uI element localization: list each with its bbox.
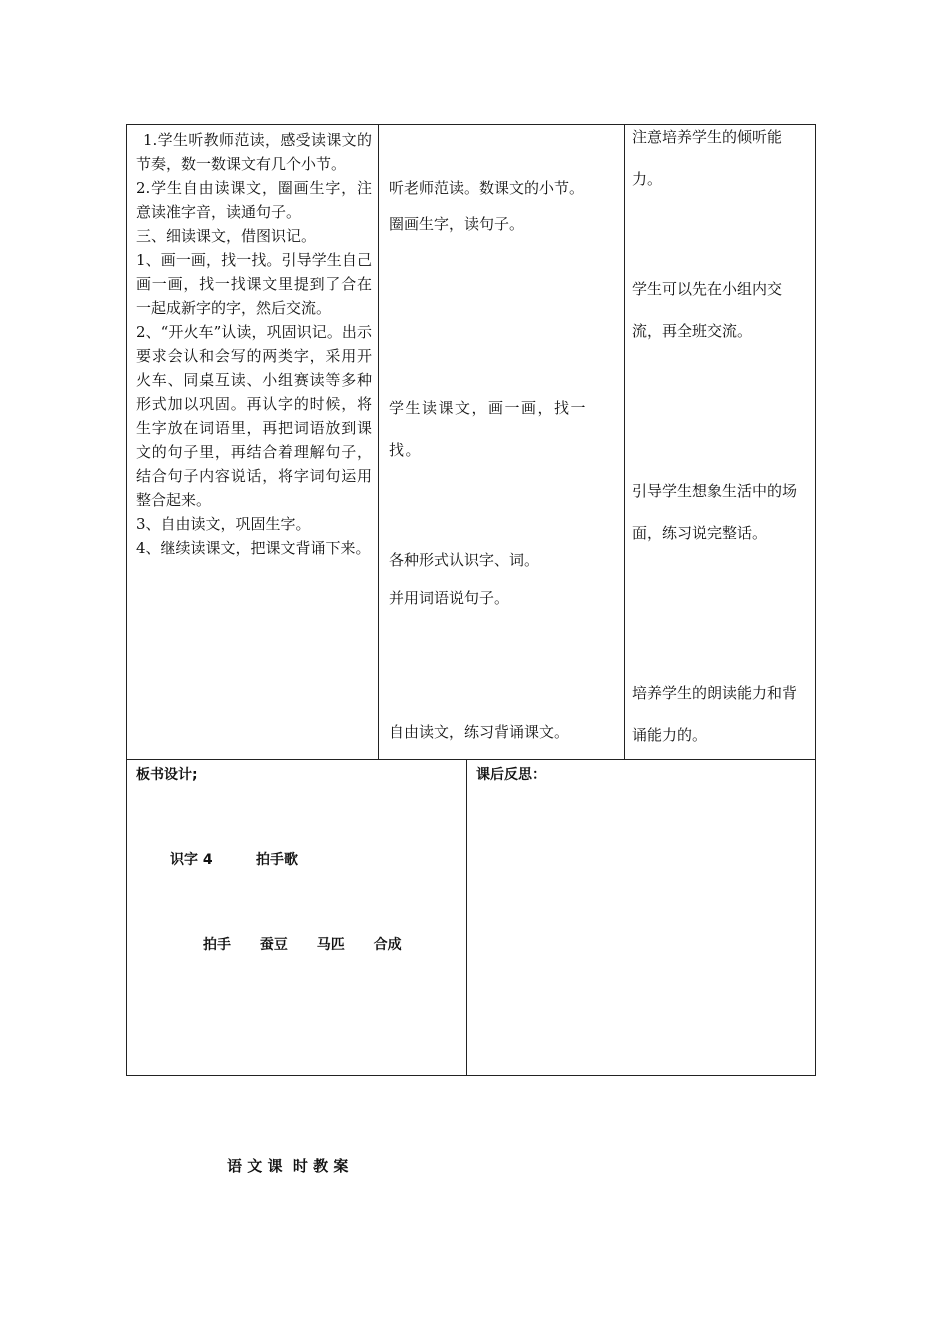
board-words [203,935,426,955]
activity-recognize: 各种形式认识字、词。 [389,551,540,569]
step-listen: 1.学生听教师范读，感受读课文的节奏，数一数课文有几个小节。 [136,131,372,173]
intent-reading: 培养学生的朗读能力和背诵能力的。 [632,684,798,744]
reflection-label: 课后反思： [476,767,546,783]
step-consolidate: 3、自由读文，巩固生字。 [136,515,311,533]
intent-imagine: 引导学生想象生活中的场面，练习说完整话。 [632,482,798,542]
upper-divider-2 [624,124,625,760]
step-detail-heading: 三、细读课文，借图识记。 [136,227,317,245]
step-train-reading: 2、“开火车”认读，巩固识记。出示要求会认和会写的两类字，采用开火车、同桌互读、小组赛读等多种形式加以巩固。再认字的时候，将生字放在词语里，再把词语放到课文的句子里，再结合着理解句子，结合句子内容说话，将字词句运用整合起来。 [136,323,372,509]
lower-divider [466,759,467,1076]
intent-group: 学生可以先在小组内交流，再全班交流。 [632,280,783,340]
board-word: 拍手 [203,937,231,953]
activity-sentences: 并用词语说句子。 [389,589,510,607]
activity-recite: 自由读文，练习背诵课文。 [389,723,570,741]
footer-title: 语 文 课 时 教 案 [227,1157,349,1175]
activity-circle: 圈画生字，读句子。 [389,215,525,233]
board-word: 蚕豆 [259,937,288,953]
board-design-label: 板书设计; [136,767,198,783]
intent-listening: 注意培养学生的倾听能力。 [632,128,783,188]
activity-read-draw: 学生读课文，画一画，找一找。 [389,399,588,459]
upper-divider-1 [378,124,379,760]
lesson-title: 拍手歌 [256,852,298,868]
lower-table [126,759,816,1076]
board-word: 马匹 [316,937,345,953]
board-word: 合成 [373,937,402,953]
step-draw-find: 1、画一画，找一找。引导学生自己画一画，找一找课文里提到了合在一起成新字的字，然后交流。 [136,251,372,317]
activity-listen: 听老师范读。数课文的小节。 [389,179,585,197]
teaching-steps-column [136,128,372,560]
step-free-read: 2.学生自由读课文，圈画生字，注意读准字音，读通句子。 [136,179,372,221]
lesson-number: 识字 4 [170,852,213,868]
step-recite: 4、继续读课文，把课文背诵下来。 [136,539,371,557]
